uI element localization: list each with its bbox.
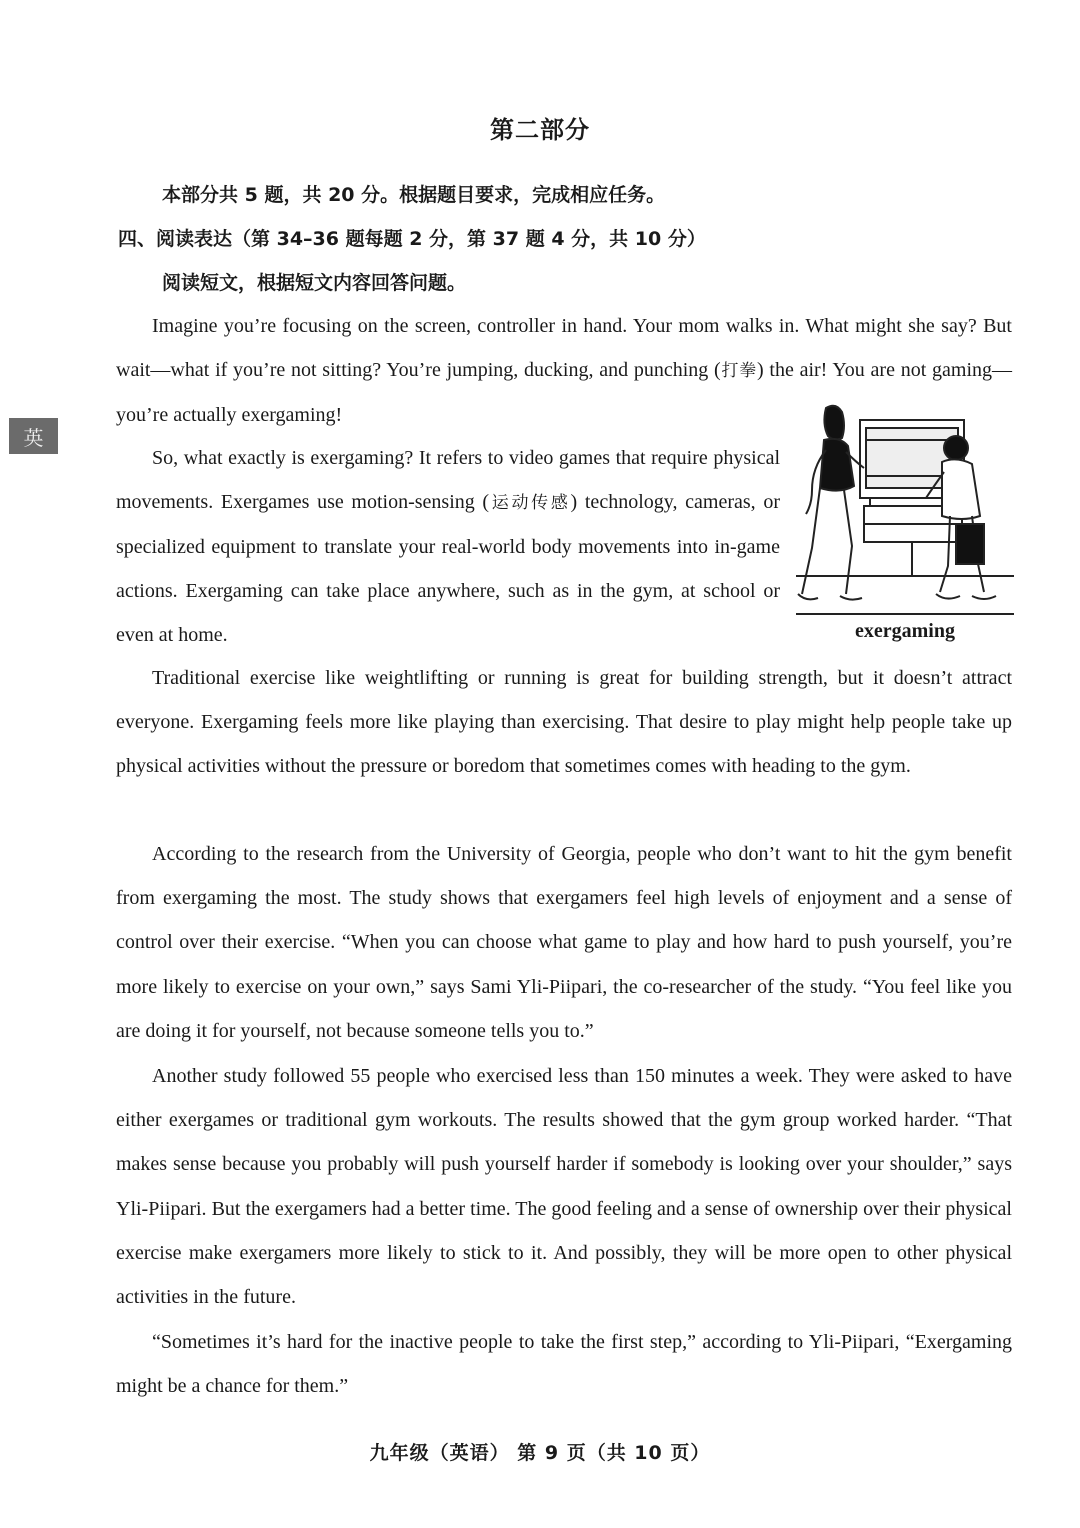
subject-tab (9, 418, 58, 454)
paragraph-1-text-a: Imagine you’re focusing on the screen, controller in hand. Your mom walks in. What might she say? But wait—what if you’re not sitting? You’re jumping, ducking, and punching ( (116, 315, 1012, 382)
paragraph-6 (116, 1320, 1012, 1408)
paragraph-1-gloss: 打拳 (720, 361, 757, 382)
paragraph-3-text: Traditional exercise like weightlifting or running is great for building strength, but it doesn’t attract everyone. Exergaming feels more like playing than exercising. That desire to play might help people take up physical activities without the pressure or boredom that sometimes comes with heading to the gym. (116, 667, 1012, 778)
paragraph-2-text-a: So, what exactly is exergaming? It refers to video games that require physical movements. Exergames use motion-sensing ( (116, 447, 780, 513)
paragraph-3 (116, 656, 1012, 789)
paragraph-2 (116, 436, 780, 657)
paragraph-2-text-b: ) technology, cameras, or specialized equipment to translate your real-world body movements into in-game actions. Exergaming can take place anywhere, such as in the gym, at school or even at home. (116, 491, 780, 646)
paragraph-4-text: According to the research from the University of Georgia, people who don’t want to hit the gym benefit from exergaming the most. The study shows that exergamers feel high levels of enjoyment and a sense of control over their exercise. “When you can choose what game to play and how hard to push yourself, you’re more likely to exercise on your own,” says Sami Yli-Piipari, the co-researcher of the study. “You feel like you are doing it for yourself, not because someone tells you to.” (116, 843, 1012, 1042)
paragraph-1-text-b: ) the air! You are not gaming—you’re actually exergaming! (116, 359, 1013, 427)
instruction: 阅读短文，根据短文内容回答问题。 (162, 272, 467, 294)
section-heading: 四、阅读表达（第 34–36 题每题 2 分，第 37 题 4 分，共 10 分） (118, 228, 706, 250)
paragraph-5 (116, 1054, 1012, 1319)
paragraph-2-gloss: 运动传感 (489, 493, 571, 513)
figure-caption: exergaming (855, 620, 955, 642)
paragraph-6-text: “Sometimes it’s hard for the inactive people to take the first step,” according to Yli-Piipari, “Exergaming might be a chance for them.” (116, 1331, 1012, 1398)
subject-tab-label: 英 (23, 425, 44, 450)
exergaming-drawing (796, 400, 1014, 620)
page-title: 第二部分 (490, 116, 590, 144)
exergaming-illustration (796, 400, 1014, 650)
page-footer: 九年级（英语） 第 9 页（共 10 页） (369, 1442, 711, 1464)
paragraph-4 (116, 832, 1012, 1053)
paragraph-5-text: Another study followed 55 people who exercised less than 150 minutes a week. They were asked to have either exergames or traditional gym workouts. The results showed that the gym group worked harder. “That makes sense because you probably will push yourself harder if somebody is looking over your shoulder,” says Yli-Piipari. But the exergamers had a better time. The good feeling and a sense of ownership over their physical exercise make exergamers more likely to stick to it. And possibly, they will be more open to other physical activities in the future. (116, 1065, 1012, 1309)
part-intro: 本部分共 5 题，共 20 分。根据题目要求，完成相应任务。 (162, 184, 666, 206)
